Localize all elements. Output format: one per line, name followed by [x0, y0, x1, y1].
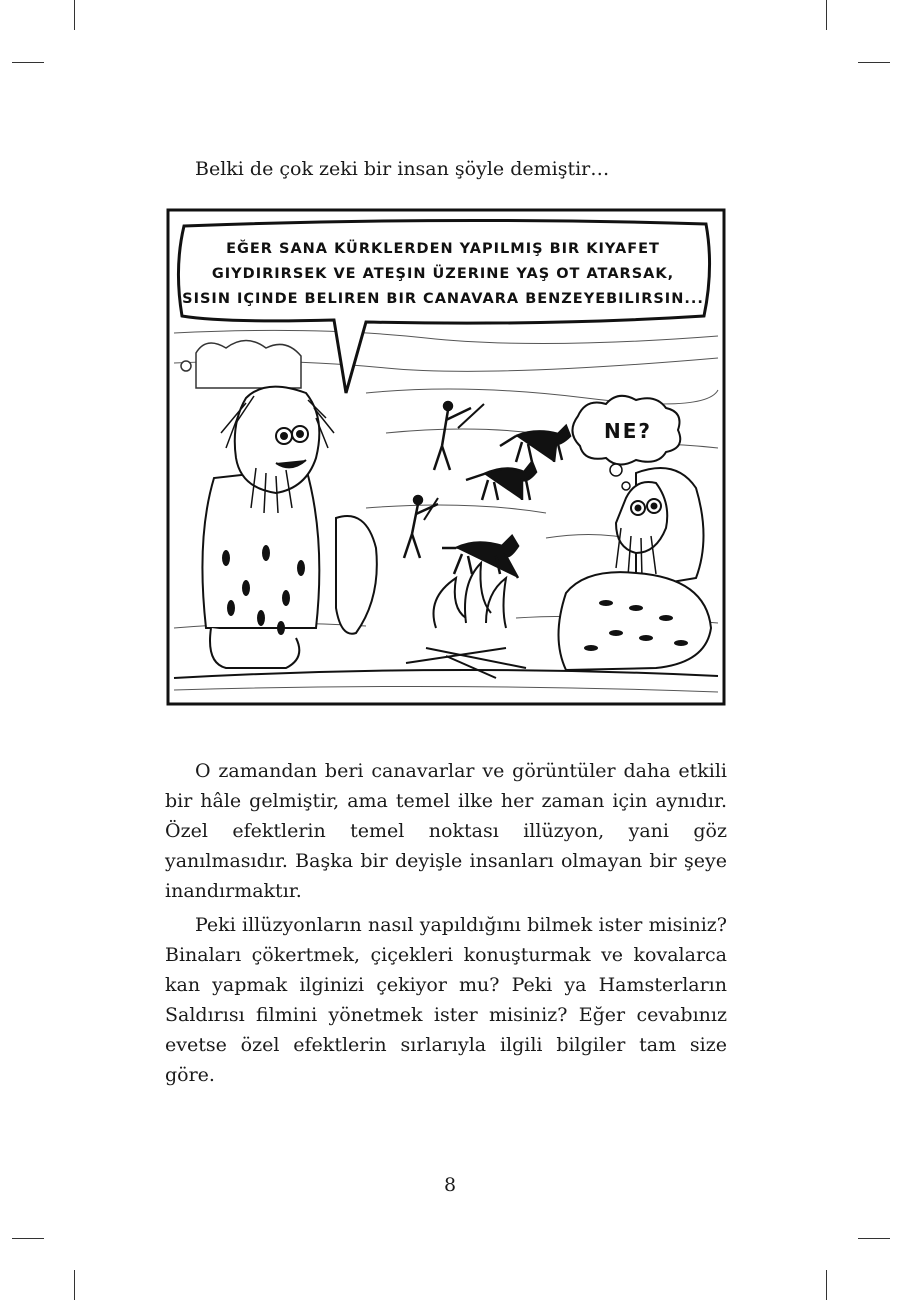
smoke-cloud: [196, 341, 301, 389]
intro-line: Belki de çok zeki bir insan şöyle demiştir…: [195, 158, 610, 180]
speech-line-1: EĞER SANA KÜRKLERDEN YAPILMIŞ BIR KIYAFET: [226, 241, 660, 257]
speech-line-3: SISIN IÇINDE BELIREN BIR CANAVARA BENZEYEBILIRSIN...: [182, 291, 704, 307]
body-paragraph-2: Peki illüzyonların nasıl yapıldığını bilmek ister misiniz? Binaları çökertmek, çiçekleri konuşturmak ve kovalarca kan yapmak ilginizi çekiyor mu? Peki ya Hamsterların Saldırısı filmini yönetmek ister misiniz? Eğer cevabınız evetse özel efektlerin sırlarıyla ilgili bilgiler tam size göre.: [165, 914, 727, 1086]
comic-illustration: [166, 208, 726, 706]
thought-text: NE?: [603, 419, 653, 443]
cave-comic-panel: [166, 208, 726, 706]
crop-mark-top-left-horizontal: [12, 62, 44, 63]
crop-mark-bottom-right-horizontal: [858, 1238, 890, 1239]
crop-mark-top-left-vertical: [74, 0, 75, 30]
page-number: 8: [443, 1174, 457, 1196]
speech-line-2: GIYDIRIRSEK VE ATEŞIN ÜZERINE YAŞ OT ATARSAK,: [211, 266, 675, 282]
crop-mark-top-right-horizontal: [858, 62, 890, 63]
crop-mark-bottom-left-horizontal: [12, 1238, 44, 1239]
body-paragraph-1: O zamandan beri canavarlar ve görüntüler daha etkili bir hâle gelmiştir, ama temel ilke her zaman için aynıdır. Özel efektlerin temel noktası illüzyon, yani göz yanılmasıdır. Başka bir deyişle insanları olmayan bir şeye inandırmaktır.: [165, 760, 727, 902]
crop-mark-top-right-vertical: [826, 0, 827, 30]
crop-mark-bottom-left-vertical: [74, 1270, 75, 1300]
crop-mark-bottom-right-vertical: [826, 1270, 827, 1300]
